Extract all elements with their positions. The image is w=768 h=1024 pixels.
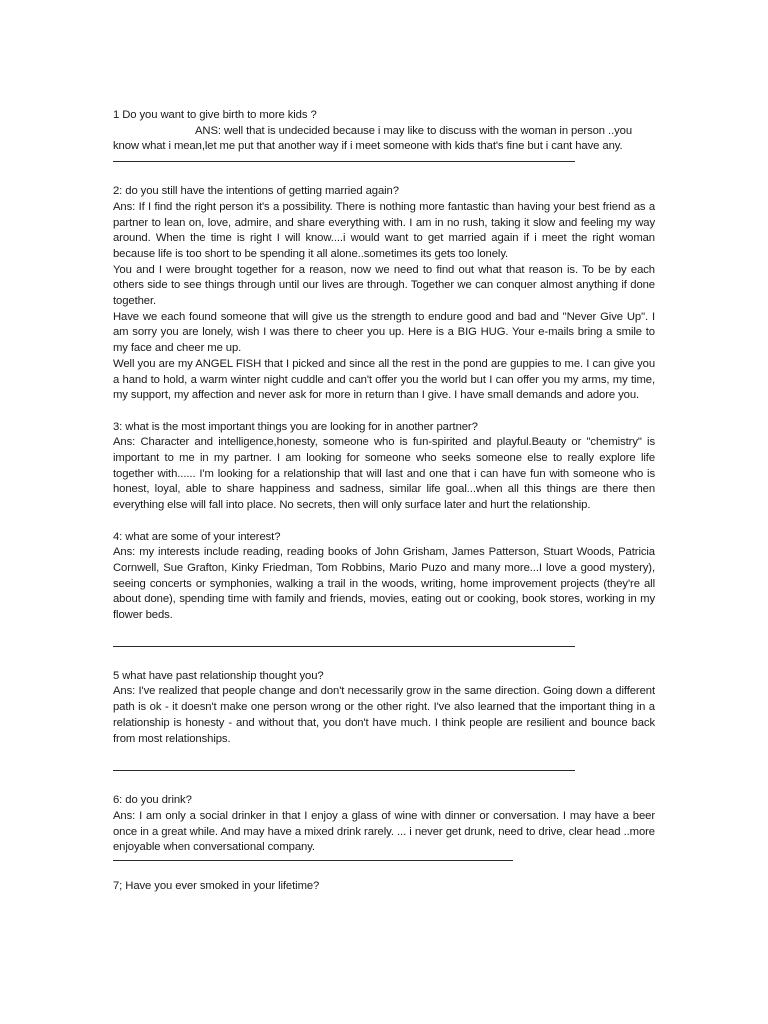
question-6: 6: do you drink? [113, 794, 192, 807]
answer-2: Ans: If I find the right person it's a possibility. There is nothing more fantastic than having your best friend as a partner to lean on, love, admire, and share everything with. I am in no rush, taking it slow and feeling my way around. When the time is right I will know....i would want to get married again if i meet the right woman because life is too short to be spending it all alone..sometimes its gets too lonely. [113, 200, 655, 260]
divider-rule [113, 646, 575, 647]
question-5: 5 what have past relationship thought you? [113, 669, 324, 682]
answer-1-line-2: know what i mean,let me put that another way if i meet someone with kids that's fine but i cant have any. [113, 140, 623, 153]
answer-4: Ans: my interests include reading, reading books of John Grisham, James Patterson, Stuart Woods, Patricia Cornwell, Sue Grafton, Kinky Friedman, Tom Robbins, Mario Puzo and many more...I love a good mystery), seeing concerts or symphonies, walking a trail in the woods, writing, home improvement projects (they're all about done), spending time with family and friends, movies, eating out or cooking, book stores, working in my flower beds. [113, 546, 655, 622]
answer-3: Ans: Character and intelligence,honesty, someone who is fun-spirited and playful.Beauty or "chemistry" is important to me in my partner. I am looking for someone who seeks someone else to really explore life together with...... I'm looking for a relationship that will last and one that i can have fun with someone who is honest, loyal, able to share happiness and sadness, similar life goal...when all this things are there then everything else will fall into place. No secrets, then will only surface later and hurt the relationship. [113, 436, 655, 512]
spacer [113, 514, 655, 530]
document-body [113, 108, 655, 895]
spacer [113, 404, 655, 420]
answer-2-paragraph-2: You and I were brought together for a reason, now we need to find out what that reason is. To be by each others side to see things through until our lives are through. Together we can conquer almost anything if done together. [113, 263, 655, 308]
answer-5: Ans: I've realized that people change and don't necessarily grow in the same direction. Going down a different path is ok - it doesn't make one person wrong or the other right. I've also learned that the important thing in a relationship is honesty - and without that, you don't have much. I think people are resilient and bounce back from most relationships. [113, 685, 655, 745]
answer-6: Ans: I am only a social drinker in that I enjoy a glass of wine with dinner or conversation. I may have a beer once in a great while. And may have a mixed drink rarely. ... i never get drunk, need to drive, clear head ..more enjoyable when conversational company. [113, 809, 655, 854]
answer-1 [113, 124, 655, 155]
question-7: 7; Have you ever smoked in your lifetime? [113, 880, 320, 893]
question-1: 1 Do you want to give birth to more kids ? [113, 109, 317, 121]
answer-2-paragraph-4: Well you are my ANGEL FISH that I picked and since all the rest in the pond are guppies to me. I can give you a hand to hold, a warm winter night cuddle and can't offer you the world but I can offer you my arms, my time, my support, my affection and never ask for more in return than I give. I have small demands and adore you. [113, 357, 655, 402]
divider-rule [113, 770, 575, 771]
answer-1-line-1: ANS: well that is undecided because i may like to discuss with the woman in person ..you [195, 124, 633, 137]
divider-rule [113, 161, 575, 162]
divider-rule [113, 860, 513, 861]
question-4: 4: what are some of your interest? [113, 530, 281, 543]
answer-2-paragraph-3: Have we each found someone that will give us the strength to endure good and bad and "Never Give Up". I am sorry you are lonely, wish I was there to cheer you up. Here is a BIG HUG. Your e-mails bring a smile to my face and cheer me up. [113, 310, 655, 355]
question-2: 2: do you still have the intentions of getting married again? [113, 185, 399, 198]
question-3: 3: what is the most important things you are looking for in another partner? [113, 420, 478, 433]
